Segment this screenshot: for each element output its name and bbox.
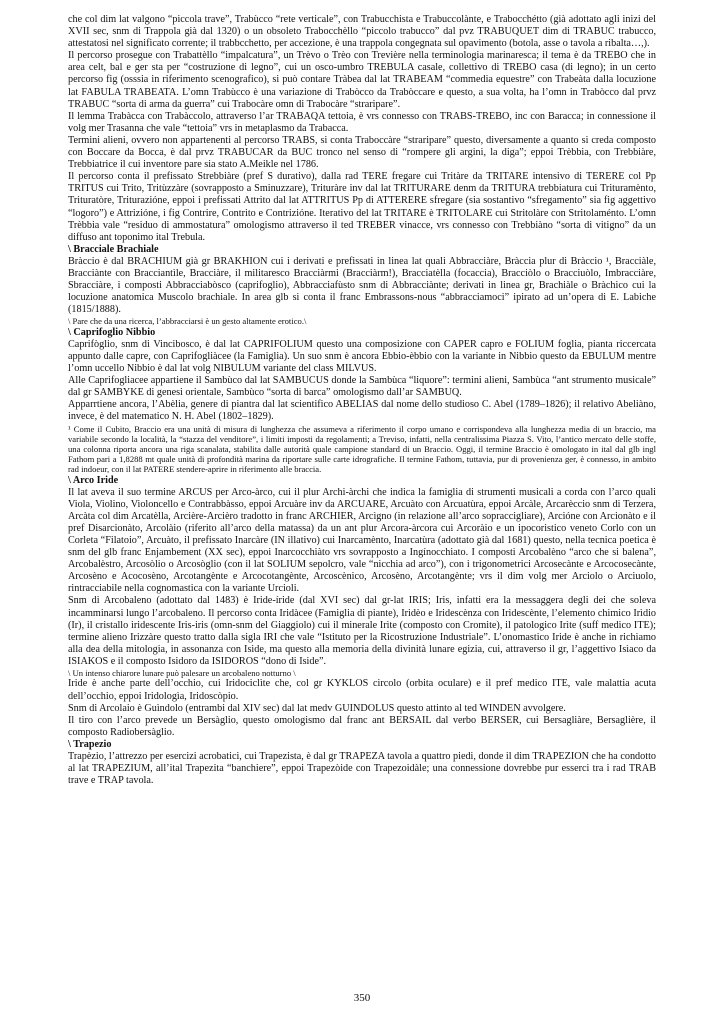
section-heading: \ Bracciale Brachiale bbox=[68, 243, 159, 255]
paragraph: Il tiro con l’arco prevede un Bersàglio, questo omologismo dal franc ant BERSAIL dal verbo BERSER, cui Bersagliàre, Bersaglière, il composto Radiobersàglio. bbox=[68, 714, 656, 738]
paragraph: che col dim lat valgono “piccola trave”, Trabùcco “rete verticale”, con Trabucchista e Trabuccolànte, e Trabocchétto (già adottato agli inizi del XVII sec, snm di Trappola già dal 1320) o un obsoleto Trabocchèllo “piccolo trabucco” dal pvz TRABUQUET dim di TRABUC trabucco, attestatosi nel significato corrente; il trabbcchetto, per accezione, è una trappola congegnata sul opavimento (botola, asse o tavola a ribalta…,). bbox=[68, 14, 656, 50]
paragraph: Trapèzio, l’attrezzo per esercizi acrobatici, cui Trapezista, è dal gr TRAPEZA tavola a quattro piedi, donde il dim TRAPEZION che ha condotto al lat TRAPEZIUM, all’ital Trapezita “banchiere”, eppoi Trapezòide con Trapezoidàle; una connessione dovrebbe pur esserci tra i rad TRAB trave e TRAP tavola. bbox=[68, 750, 656, 787]
section-heading: \ Arco Iride bbox=[68, 474, 119, 486]
paragraph: Termini alieni, ovvero non appartenenti al percorso TRABS, si conta Traboccàre “straripare” questo, diversamente a quanto si creda composto con Boccare da Bocca, è dal prvz TRABUCAR da BUC tronco nel senso di “rompere gli argini, la diga”; eppoi Trèbbia, con Trebbiàre, Trebbiatrice il cui inventore pare sia stato A.Meikle nel 1786. bbox=[68, 134, 656, 171]
note: \ Pare che da una ricerca, l’abbracciarsi è un gesto altamente erotico.\ bbox=[68, 316, 307, 327]
section-heading: \ Trapezio bbox=[68, 738, 112, 750]
paragraph: Il lemma Trabàcca con Trabàccolo, attraverso l’ar TRABAQA tettoia, è vrs connesso con TRABS-TREBO, inc con Baracca; in connessione il volg mer Trasanna che vale “tettoia” vrs in metaplasmo da Trabacca. bbox=[68, 110, 656, 134]
paragraph: Snm di Arcobaleno (adottato dal 1483) è Iride-íride (dal XVI sec) dal gr-lat IRIS; Iris, infatti era la messaggera degli dei che soleva incamminarsi lungo l’arcobaleno. Il percorso conta Iridàcee (Famiglia di piante), Iridèo e Iridescènza con Iridescènte, l’elemento chimico Irìdio (Ir), il cristallo iridescente Iris-iris (omn-snm del Giaggiolo) cui il minerale Irìte (composto con Cromite), il patologico Irìte (suff medico ITE); termine alieno Irizzàre questo tratto dalla sigla IRI che vale “Istituto per la Ricostruzione Industriale”. L’onomastico Iride è anche in richiamo alla dea della mitologia, in assonanza con Iside, ma questo alla memoria della divinità lunare egizia, cui, attraverso il gr, l’aggettivo Isìaco da ISIAKOS e il composto Isidoro da ISIDOROS “dono di Iside”. bbox=[68, 595, 656, 667]
paragraph: Il percorso conta il prefissato Strebbiàre (pref S durativo), dalla rad TERE fregare cui Tritàre da TRITARE intensivo di TERERE col Pp TRITUS cui Trito, Tritùzzàre (sovrapposto a Sminuzzare), Trituràre inv dal lat TRITURARE denm da TRITURA trebbiatura cui Trituramènto, Trituratòre, Triturazióne, eppoi i prefissati Attrito dal lat ATTRITUS Pp di ATTERERE sfregare (sia sostantivo “sfregamento” sia fig aggettivo “logoro”) e Attrizióne, i fig Contrire, Contrito e Contrizióne. Iterativo del lat TRITARE è TRITOLARE cui Stritolàre con Stritolaménto. L’omn Trèbbia vale “residuo di ammostatura” omologismo attraverso il ted TREBER vinacce, vrs connesso con Trebbiàno “sorta di vitigno” da un diffuso ant toponimo ital Trebula. bbox=[68, 171, 656, 243]
note: \ Un intenso chiarore lunare può palesare un arcobaleno notturno \ bbox=[68, 668, 296, 679]
paragraph: Alle Caprifogliacee appartiene il Sambùco dal lat SAMBUCUS donde la Sambùca “liquore”: termini alieni, Sambùca “ant strumento musicale” dal gr SAMBYKE di genesi orientale, Sambùco “sorta di barca” omologismo dall’ar SAMBUQ. bbox=[68, 375, 656, 399]
paragraph: Il percorso prosegue con Trabattèllo “impalcatura”, un Trèvo o Trèo con Trevière nella terminologia marinaresca; il tema è da TREBO che in area celt, bal e ger sta per “costruzione di legno”, cui un osco-umbro TREBULA casale, collettivo di TREBO casa (di legno); in un certo percorso fig (osssia in riferimento scenografico), si può contare Tràbea dal lat TRABEAM “commedia equestre” con Trabeàta dalla locuzione lat FABULA TRABEATA. L’omn Trabùcco è una variazione di Trabòcco da Trabòccare e questo, a sua volta, ha l’omn in Trabòcco dal prvz TRABUC “sorta di arma da guerra” cui Trabocàre omn di Trabocàre “straripare”. bbox=[68, 50, 656, 110]
footnote: ¹ Come il Cubito, Braccio era una unità di misura di lunghezza che assumeva a riferimento il corpo umano e corrispondeva alla lunghezza media di un braccio, ma variabile secondo la località, la “stazza del venditore”, i limiti imposti da regolamenti; a Treviso, infatti, nella centralissima Piazza S. Vito, l’antico mercato delle stoffe, una colonna riporta ancora una riga scanalata, stabilita dalle autorità quale campione standard di un Braccio. Oggi, il termine Braccio è omologato in ital dal glb ingl Fathom pari a 1,8288 mt quale unità di profondità marina da riportare sulle carte idrografiche. Il termine Fathom, tuttavia, pur di provenienza ger, è connesso, in ambito rad indoeur, con il lat PATERE stendere-aprire in riferimento alle braccia. bbox=[68, 423, 656, 475]
section-heading: \ Caprifoglio Nibbio bbox=[68, 326, 156, 338]
page-number: 350 bbox=[353, 992, 371, 1004]
paragraph: Snm di Arcolaio è Guìndolo (entrambi dal XIV sec) dal lat medv GUINDOLUS questo attinto al ted WINDEN avvolgere. bbox=[68, 702, 566, 714]
page-body bbox=[68, 14, 656, 787]
paragraph: Il lat aveva il suo termine ARCUS per Arco-àrco, cui il plur Archi-àrchi che indica la famiglia di strumenti musicali a corda con l’arco quali Viola, Violino, Violoncello e Contrabbàsso, eppoi Arcuàre inv da ARCUARE, Arcuàto con Arcuatùra, eppoi Arcàle, Arcarèccio snm di Terzera, Arcàta col dim Arcatèlla, Arcière-Arcièro tradotto in franc ARCHIER, Arcìgno (in relazione all’arco sopraccigliare), Arcióne con Arcionàto e il pref Disarcionàto, Arcolàio (riferito all’arco della matassa) da un ant plur Arcora-àrcora cui Arcoràio e un ipocoristico veneto Corlo con un Corleta “Filatoio”, Arcuàto, il prefissato Inarcàre (IN illativo) cui Inarcamènto, Inarcatùra (adottato già dal 1681) questo, nella tecnica poetica è snm del glb franc Enjambement (XX sec), eppoi Inarcocchiàto vrs sovrapposto a Ingínocchiato. I composti Arcobalèno “arco che si balena”, Arcobalèstro, Arcosòlio o Arcosòglio (con il lat SOLIUM sepolcro, vale “nicchia ad arco”), con i trigonometrici Arcosecànte e Arcocosecànte, Arcosèno e Acocosèno, Arcotangènte e Arcocotangènte, Arcoscènico, Arcosèno, Arcotangènte; vrs il dim volg mer Arciolo o Arciuolo, rintracciabile nella cognomastica con la variante Urcioli. bbox=[68, 486, 656, 595]
paragraph: Caprifòglio, snm di Vincibosco, è dal lat CAPRIFOLIUM questo una composizione con CAPER capro e FOLIUM foglia, pianta riccercata appunto dalle capre, con Caprifogliàcee (la Famiglia). Un suo snm è ancora Ebbio-èbbio con la variante in Nibbio questo da EBULUM mentre l’omn uccello Nibbio è dal lat volg NIBULUM variante del class MILVUS. bbox=[68, 338, 656, 375]
paragraph: Bràccio è dal BRACHIUM già gr BRAKHION cui i derivati e prefissati in linea lat quali Abbracciàre, Bràccia plur di Bràccio ¹, Bracciàle, Bracciànte con Bracciantìle, Bracciàre, il militaresco Bracciàrmi (Bracciàrm!), Bracciatèlla (focaccia), Bracciòlo o Bracciuòlo, Imbracciàre, Sbracciàre, i composti Abbracciabòsco (caprifoglio), Abbracciafùsto snm di Abbracciànte; derivati in linea gr, Brachiàle o Bràchico cui la locuzione anatomica Muscolo brachiale. In area glb si conta il franc Embrassons-nous “abbracciamoci” ipirato ad un’opera di E. Labiche (1815/1888). bbox=[68, 255, 656, 316]
document-page bbox=[68, 14, 656, 1014]
paragraph: Iride è anche parte dell’occhio, cui Iridociclìte che, col gr KYKLOS circolo (orbita oculare) e il pref medico ITE, vale malattia acuta dell’occhio, eppoi Iridologìa, Iridoscòpio. bbox=[68, 678, 656, 702]
paragraph: Apparrtiene ancora, l’Abèlia, genere di piantra dal lat scientifico ABELIAS dal nome dello studioso C. Abel (1789–1826); il relativo Abeliàno, invece, è del matematico N. H. Abel (1802–1829). bbox=[68, 399, 656, 423]
